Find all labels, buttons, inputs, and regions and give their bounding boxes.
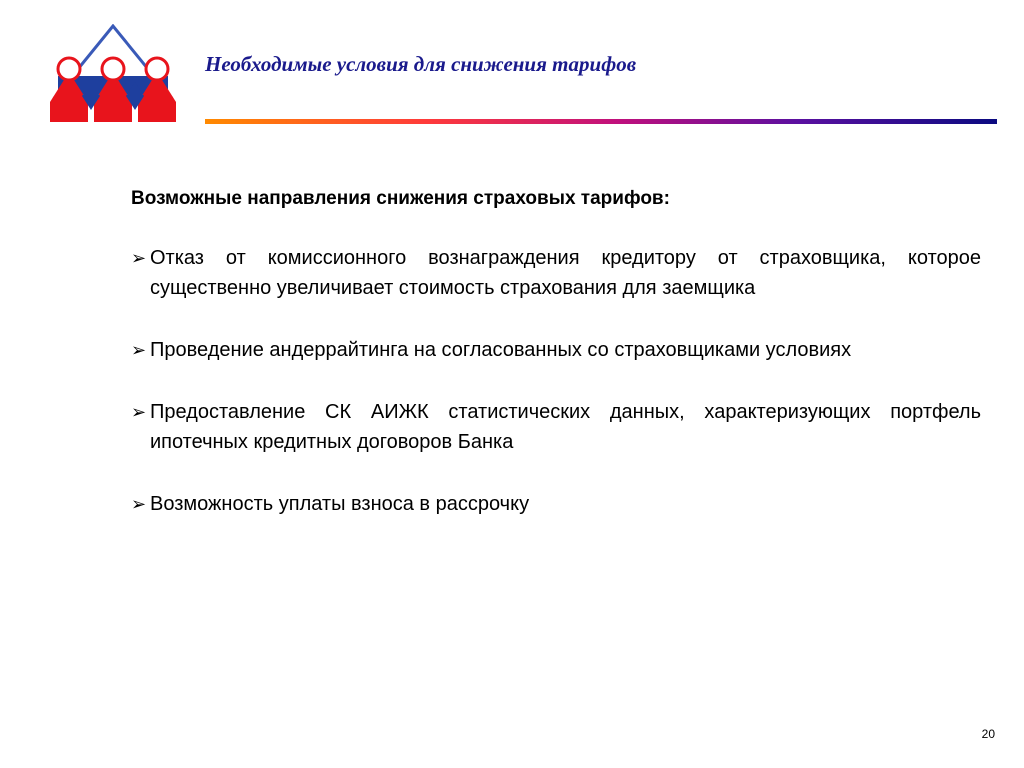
bullet-text: Отказ от комиссионного вознаграждения кредитору от страховщика, которое существенно увеличивает стоимость страхования для заемщика	[150, 247, 981, 299]
content-subtitle: Возможные направления снижения страховых тарифов:	[131, 188, 670, 209]
bullet-item	[131, 489, 981, 519]
arrow-bullet-icon: ➢	[131, 494, 147, 514]
arrow-bullet-icon: ➢	[131, 248, 147, 268]
arrow-bullet-icon: ➢	[131, 340, 147, 360]
arrow-bullet-icon: ➢	[131, 402, 147, 422]
bullet-item	[131, 243, 981, 303]
bullet-text: Возможность уплаты взноса в рассрочку	[150, 493, 530, 515]
bullet-text: Предоставление СК АИЖК статистических данных, характеризующих портфель ипотечных кредитных договоров Банка	[150, 401, 981, 453]
slide-title: Необходимые условия для снижения тарифов	[205, 52, 637, 76]
bullet-item	[131, 335, 981, 365]
family-logo-icon	[44, 24, 182, 124]
page-number: 20	[981, 727, 995, 741]
bullet-item	[131, 397, 981, 457]
title-accent-bar	[205, 119, 997, 124]
bullet-text: Проведение андеррайтинга на согласованных со страховщиками условиях	[150, 339, 852, 361]
slide-content	[131, 188, 981, 551]
